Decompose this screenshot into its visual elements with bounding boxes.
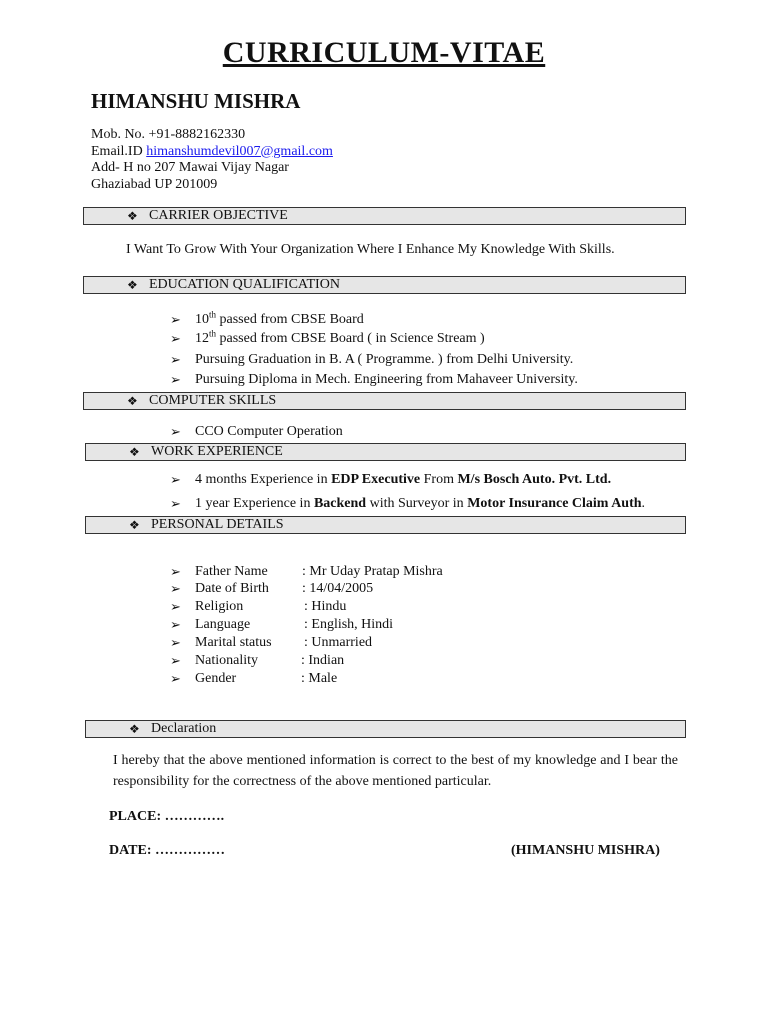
work-text: .: [641, 496, 646, 511]
personal-key: Language: [195, 617, 251, 632]
personal-key: Nationality: [195, 653, 258, 668]
personal-value: : 14/04/2005: [302, 581, 374, 596]
personal-value: : Indian: [301, 653, 345, 668]
personal-key: Marital status: [195, 635, 272, 650]
signature-name: (HIMANSHU MISHRA): [511, 843, 660, 858]
place-field: PLACE: ………….: [109, 809, 225, 824]
job-title: EDP Executive: [331, 472, 421, 487]
grade-number: 12: [195, 331, 209, 346]
skill-text: CCO Computer Operation: [195, 424, 343, 439]
email-line: [91, 144, 333, 161]
diamond-bullet-icon: ❖: [127, 278, 138, 292]
arrow-bullet-icon: ➢: [170, 599, 181, 614]
arrow-bullet-icon: ➢: [170, 472, 181, 487]
section-header-work-experience: [85, 443, 686, 461]
personal-value: : Hindu: [304, 599, 347, 614]
personal-value: : Male: [301, 671, 338, 686]
job-title: Backend: [313, 496, 367, 511]
date-field: DATE: ……………: [109, 843, 226, 858]
section-header-computer-skills: [83, 392, 686, 410]
arrow-bullet-icon: ➢: [170, 617, 181, 632]
arrow-bullet-icon: ➢: [170, 653, 181, 668]
education-text: passed from CBSE Board: [216, 312, 364, 327]
arrow-bullet-icon: ➢: [170, 424, 181, 439]
ordinal-suffix: th: [209, 328, 217, 339]
diamond-bullet-icon: ❖: [129, 445, 140, 459]
work-text: From: [420, 472, 458, 487]
section-header-objective: [83, 207, 686, 225]
personal-value: : Unmarried: [304, 635, 373, 650]
arrow-bullet-icon: ➢: [170, 372, 181, 387]
email-label: Email.ID: [91, 143, 147, 159]
document-title: CURRICULUM-VITAE: [222, 36, 546, 69]
personal-value: : Mr Uday Pratap Mishra: [302, 564, 443, 579]
diamond-bullet-icon: ❖: [127, 209, 138, 223]
section-title: Declaration: [151, 721, 217, 736]
arrow-bullet-icon: ➢: [170, 581, 181, 596]
personal-key: Date of Birth: [195, 581, 269, 596]
address-line-2: Ghaziabad UP 201009: [91, 176, 218, 192]
arrow-bullet-icon: ➢: [170, 671, 181, 686]
arrow-bullet-icon: ➢: [170, 496, 181, 511]
section-title: EDUCATION QUALIFICATION: [149, 277, 340, 292]
company-name: M/s Bosch Auto. Pvt. Ltd.: [457, 472, 612, 487]
personal-value: : English, Hindi: [304, 617, 394, 632]
section-title: COMPUTER SKILLS: [149, 393, 277, 408]
mobile-number: Mob. No. +91-8882162330: [91, 127, 246, 142]
section-title: CARRIER OBJECTIVE: [149, 208, 288, 223]
section-title: PERSONAL DETAILS: [151, 517, 284, 532]
work-text: 1 year Experience in: [195, 496, 314, 511]
personal-key: Religion: [195, 599, 244, 614]
arrow-bullet-icon: ➢: [170, 331, 181, 346]
diamond-bullet-icon: ❖: [129, 722, 140, 736]
diamond-bullet-icon: ❖: [127, 394, 138, 408]
section-header-education: [83, 276, 686, 294]
contact-block: [91, 127, 333, 193]
company-name: Motor Insurance Claim Auth: [467, 496, 642, 511]
arrow-bullet-icon: ➢: [170, 635, 181, 650]
grade-number: 10: [195, 312, 209, 327]
section-header-personal-details: [85, 516, 686, 534]
work-text: 4 months Experience in: [195, 472, 332, 487]
section-header-declaration: [85, 720, 686, 738]
personal-key: Gender: [195, 671, 237, 686]
education-text: passed from CBSE Board ( in Science Stream ): [216, 331, 485, 346]
declaration-text: I hereby that the above mentioned information is correct to the best of my knowledge and I bear the responsibility for the correctness of the above mentioned particular.: [113, 753, 678, 789]
education-text: Pursuing Diploma in Mech. Engineering from Mahaveer University.: [195, 372, 578, 387]
ordinal-suffix: th: [209, 309, 217, 320]
candidate-name: HIMANSHU MISHRA: [91, 89, 301, 113]
work-text: with Surveyor in: [366, 496, 468, 511]
education-text: Pursuing Graduation in B. A ( Programme. ) from Delhi University.: [195, 352, 574, 367]
arrow-bullet-icon: ➢: [170, 564, 181, 579]
address-line-1: Add- H no 207 Mawai Vijay Nagar: [91, 160, 289, 175]
section-title: WORK EXPERIENCE: [151, 444, 283, 459]
diamond-bullet-icon: ❖: [129, 518, 140, 532]
personal-key: Father Name: [195, 564, 268, 579]
arrow-bullet-icon: ➢: [170, 312, 181, 327]
objective-text: I Want To Grow With Your Organization Where I Enhance My Knowledge With Skills.: [126, 242, 615, 257]
email-link[interactable]: himanshumdevil007@gmail.com: [146, 143, 333, 159]
arrow-bullet-icon: ➢: [170, 352, 181, 367]
